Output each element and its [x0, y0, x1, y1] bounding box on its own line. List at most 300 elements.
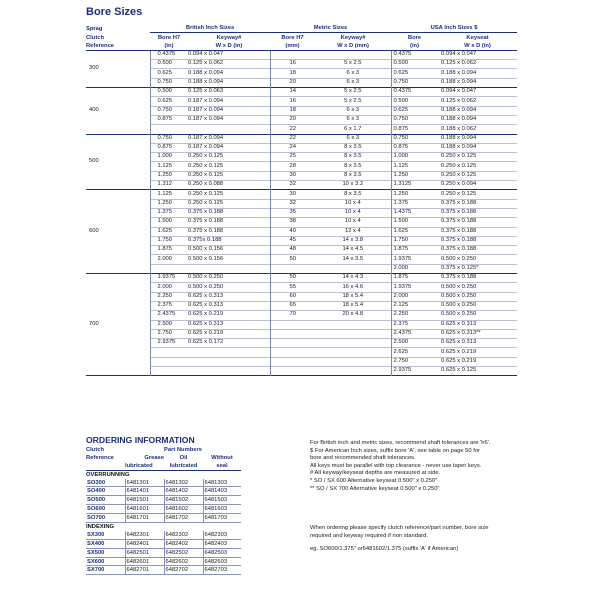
bore-cell — [270, 264, 315, 273]
bore-cell: 1.9375 — [150, 274, 188, 283]
bore-cell: 5 x 2.5 — [344, 97, 362, 104]
bore-cell: 14 x 4.5 — [342, 246, 364, 253]
bore-cell: 18 — [270, 69, 315, 78]
bore-cell — [270, 50, 315, 59]
bore-cell: 1.625 — [391, 227, 438, 236]
bore-row — [86, 301, 517, 310]
bore-row — [86, 69, 517, 78]
bore-cell: 1.000 — [150, 153, 188, 162]
clutch-reference: 400 — [89, 106, 99, 113]
bore-cell: 0.500 x 0.250 — [188, 274, 224, 281]
bore-cell — [188, 348, 270, 357]
bore-cell: 0.188 x 0.094 — [188, 69, 224, 76]
clutch-code: SO500 — [87, 497, 106, 504]
bore-cell — [150, 357, 188, 366]
bore-row — [86, 366, 517, 375]
bore-row — [86, 153, 517, 162]
usa-bore-header: Bore — [407, 34, 422, 41]
bore-cell: 60 — [270, 292, 315, 301]
bore-cell: 20 — [270, 78, 315, 87]
note-line: * SO / SX 600 Alternative keyseat 0.500" x 0.250" — [310, 477, 438, 484]
bore-cell: 8 x 3.5 — [344, 172, 362, 178]
bore-cell: 2.375 — [150, 301, 188, 310]
bore-row — [86, 218, 517, 227]
bore-sizes-table — [86, 24, 517, 376]
bore-row — [86, 199, 517, 208]
british-bore-header: Bore H7 — [157, 34, 181, 41]
bore-cell: 6 x 3 — [346, 79, 360, 86]
bore-cell: 1.750 — [150, 236, 188, 245]
part-number: 6481303 — [203, 479, 241, 487]
bore-cell: 16 — [270, 97, 315, 106]
bore-cell: 14 x 3.5 — [342, 255, 364, 262]
bore-cell — [188, 125, 270, 134]
reference-header: Reference — [86, 42, 150, 51]
bore-cell: 0.188 x 0.094 — [188, 79, 224, 86]
bore-cell: 0.250 x 0.125 — [188, 190, 224, 197]
bore-cell: 2.750 — [391, 357, 438, 366]
ordering-table — [86, 446, 241, 575]
part-number: 6481403 — [203, 487, 241, 496]
part-number: 6482301 — [125, 531, 164, 539]
bore-row — [86, 171, 517, 180]
bore-cell: 0.500 x 0.250 — [441, 255, 477, 262]
bore-cell: 28 — [270, 162, 315, 171]
part-number: 6482601 — [125, 557, 164, 566]
bore-cell: 0.875 — [391, 143, 438, 152]
ordering-row — [86, 479, 241, 487]
bore-cell: 0.250 x 0.125 — [441, 162, 477, 169]
part-number: 6481501 — [125, 496, 164, 505]
bore-cell: 2.625 — [391, 348, 438, 357]
bore-cell: 30 — [270, 190, 315, 199]
bore-cell: 2.4375 — [391, 329, 438, 338]
clutch-code: SX700 — [87, 567, 105, 574]
bore-cell: 38 — [270, 218, 315, 227]
bore-row — [86, 97, 517, 106]
without-header: Without — [211, 455, 233, 462]
bore-cell: 0.750 — [391, 115, 438, 124]
bore-cell: 0.500 — [150, 60, 188, 69]
bore-cell: 0.500 x 0.250 — [441, 292, 477, 299]
order-note-line: required and keyway required if non standard. — [310, 532, 428, 539]
bore-cell: 0.188 x 0.062 — [441, 125, 477, 132]
clutch-reference: 600 — [89, 227, 99, 234]
bore-cell — [315, 366, 391, 375]
bore-cell — [315, 357, 391, 366]
bore-cell: 0.188 x 0.094 — [441, 69, 477, 76]
bore-cell: 0.500 x 0.250 — [441, 302, 477, 309]
bore-row — [86, 339, 517, 348]
clutch-code: SX600 — [87, 558, 105, 565]
bore-cell: 2.750 — [150, 329, 188, 338]
bore-cell: 0.375 x 0.188 — [441, 274, 477, 281]
bore-cell: 8 x 3.5 — [344, 162, 362, 169]
bore-cell: 0.500 x 0.156 — [188, 255, 224, 262]
bore-cell: 20 x 4.8 — [342, 311, 364, 318]
bore-cell: 50 — [270, 274, 315, 283]
bore-cell: 1.250 — [150, 199, 188, 208]
bore-cell: 6 x 1.7 — [344, 125, 362, 132]
part-number: 6482302 — [164, 531, 203, 539]
metric-keyway-unit: W x D (mm) — [315, 42, 391, 51]
bore-cell: 2.4375 — [150, 311, 188, 320]
bore-cell: 0.4375 — [391, 50, 438, 59]
part-number: 6482403 — [203, 539, 241, 548]
bore-cell: 0.750 — [391, 134, 438, 143]
bore-cell: 0.250 x 0.125 — [188, 172, 224, 178]
bore-cell: 0.500 x 0.250 — [441, 283, 477, 290]
bore-sizes-body — [86, 50, 517, 375]
bore-cell — [315, 339, 391, 348]
clutch-reference: 500 — [89, 158, 99, 165]
bore-cell: 8 x 3.5 — [344, 190, 362, 197]
bore-cell: 48 — [270, 246, 315, 255]
bore-cell: 0.625 x 0.313 — [188, 320, 224, 327]
bore-cell: 5 x 2.5 — [344, 60, 362, 67]
bore-cell: 0.094 x 0.047 — [188, 51, 224, 58]
bore-cell: 0.875 — [391, 125, 438, 134]
bore-cell: 0.500 — [150, 88, 188, 97]
bore-cell: 1.250 — [150, 171, 188, 180]
part-number: 6482701 — [125, 566, 164, 575]
part-number: 6481502 — [164, 496, 203, 505]
bore-cell: 32 — [270, 199, 315, 208]
bore-cell: 0.625 x 0.219 — [441, 348, 477, 355]
bore-cell: 0.625 x 0.219 — [188, 311, 224, 318]
bore-cell: 0.375 x 0.188 — [441, 237, 477, 244]
bore-row — [86, 88, 517, 97]
bore-cell: 2.000 — [391, 264, 438, 273]
bore-cell: 10 x 3.2 — [342, 181, 364, 188]
clutch-reference: 300 — [89, 65, 99, 72]
bore-cell: 8 x 3.5 — [344, 153, 362, 160]
bore-cell — [150, 264, 188, 273]
bore-row — [86, 181, 517, 190]
bore-cell: 0.250 x 0.125 — [188, 153, 224, 160]
bore-cell: 0.625 x 0.219 — [188, 330, 224, 337]
bore-cell: 0.375 x 0.188 — [188, 227, 224, 234]
bore-cell: 45 — [270, 236, 315, 245]
bore-row — [86, 264, 517, 273]
bore-cell: 18 — [270, 106, 315, 115]
oil-header: Oil — [179, 455, 188, 462]
bore-cell: 25 — [270, 153, 315, 162]
bore-cell: 1.625 — [150, 227, 188, 236]
bore-cell: 0.188 x 0.094 — [441, 144, 477, 151]
bore-cell: 0.375 x 0.188 — [188, 218, 224, 225]
bore-cell: 2.000 — [391, 292, 438, 301]
ordering-section-label: OVERRUNNING — [86, 471, 130, 478]
bore-cell: 1.875 — [391, 274, 438, 283]
bore-cell: 10 x 4 — [344, 199, 361, 206]
bore-cell — [315, 264, 391, 273]
bore-cell: 1.4375 — [391, 208, 438, 217]
bore-cell — [315, 329, 391, 338]
bore-cell: 0.125 x 0.062 — [441, 60, 477, 67]
part-numbers-header: Part Numbers — [163, 447, 202, 454]
bore-cell: 18 x 5.4 — [342, 292, 364, 299]
part-number: 6481701 — [125, 514, 164, 523]
ordering-row — [86, 539, 241, 548]
bore-cell: 0.125 x 0.062 — [441, 97, 477, 104]
without-sub-header: seal — [216, 463, 228, 470]
order-note-line: When ordering please specify clutch reference/part number, bore size — [310, 525, 489, 532]
bore-row — [86, 143, 517, 152]
bore-cell: 50 — [270, 255, 315, 264]
metric-bore-unit: (mm) — [270, 42, 315, 51]
bore-row — [86, 134, 517, 143]
bore-cell: 0.625 x 0.172 — [188, 339, 224, 346]
bore-cell: 0.750 — [391, 78, 438, 87]
bore-cell: 1.3125 — [391, 181, 438, 190]
bore-cell: 0.625 x 0.313 — [188, 292, 224, 299]
ordering-row — [86, 514, 241, 523]
part-number: 6481301 — [125, 479, 164, 487]
bore-cell: 0.500 — [391, 97, 438, 106]
bore-cell: 14 — [270, 88, 315, 97]
bore-cell: 30 — [270, 171, 315, 180]
bore-cell: 8 x 3.5 — [344, 144, 362, 151]
bore-row — [86, 78, 517, 87]
usa-bore-unit: (in) — [391, 42, 438, 51]
bore-cell: 1.9375 — [391, 283, 438, 292]
bore-cell: 0.375 x 0.188 — [441, 246, 477, 253]
bore-cell: 0.500 x 0.250 — [441, 311, 477, 318]
bore-cell: 12 x 4 — [344, 227, 361, 234]
note-line: # All keyway/keyseat depths are measured at side. — [310, 470, 441, 477]
bore-cell: 0.625 x 0.313** — [441, 330, 481, 337]
bore-row — [86, 320, 517, 329]
bore-cell: 2.000 — [150, 283, 188, 292]
bore-cell: 0.250 x 0.125 — [441, 153, 477, 160]
part-number: 6482502 — [164, 548, 203, 557]
bore-cell — [270, 339, 315, 348]
bore-cell: 0.750 — [150, 78, 188, 87]
oil-sub-header: lubricated — [169, 463, 198, 470]
bore-row — [86, 208, 517, 217]
ordering-row — [86, 531, 241, 539]
note-line: ** SO / SX 700 Alternative keyseat 0.500" x 0.250" — [310, 485, 440, 492]
part-number: 6481302 — [164, 479, 203, 487]
bore-cell: 0.375 x 0.188 — [441, 209, 477, 216]
bore-cell: 2.125 — [391, 301, 438, 310]
ordering-row — [86, 505, 241, 514]
note-line: For British inch and metric sizes, recommend shaft tolerances are 'h6'. — [310, 440, 491, 446]
bore-cell: 10 x 4 — [344, 209, 361, 216]
clutch-code: SO600 — [87, 506, 106, 513]
bore-cell — [188, 366, 270, 375]
note-line: bore and recommended shaft tolerances. — [310, 455, 416, 462]
bore-cell: 0.375 x 0.188 — [188, 209, 224, 216]
bore-cell — [150, 125, 188, 134]
bore-cell: 0.125 x 0.062 — [188, 60, 224, 67]
bore-cell: 0.875 — [150, 115, 188, 124]
bore-cell: 32 — [270, 181, 315, 190]
bore-row — [86, 329, 517, 338]
bore-cell: 40 — [270, 227, 315, 236]
bore-cell: 1.500 — [391, 218, 438, 227]
bore-cell — [188, 357, 270, 366]
bore-cell: 1.125 — [150, 190, 188, 199]
usa-keyseat-unit: W x D (in) — [438, 42, 517, 51]
part-number: 6482303 — [203, 531, 241, 539]
bore-cell: 65 — [270, 301, 315, 310]
ordering-row — [86, 566, 241, 575]
bore-cell: 0.250 x 0.094 — [441, 181, 477, 188]
bore-row — [86, 227, 517, 236]
bore-cell: 0.500 x 0.250 — [188, 283, 224, 290]
sprag-header: Sprag — [86, 25, 103, 32]
bore-cell: 14 x 3.8 — [342, 237, 364, 244]
part-number: 6482602 — [164, 557, 203, 566]
bore-row — [86, 190, 517, 199]
british-keyway-header: Keyway# — [216, 34, 242, 41]
usa-keyseat-header: Keyseat — [466, 34, 489, 41]
bore-cell: 0.4375 — [150, 50, 188, 59]
bore-cell: 1.375 — [150, 208, 188, 217]
bore-row — [86, 115, 517, 124]
bore-cell: 1.500 — [150, 218, 188, 227]
bore-cell: 0.250 x 0.125 — [188, 162, 224, 169]
bore-cell: 2.250 — [391, 311, 438, 320]
bore-row — [86, 246, 517, 255]
clutch-code: SX400 — [87, 540, 105, 547]
bore-row — [86, 292, 517, 301]
part-number: 6482503 — [203, 548, 241, 557]
bore-cell: 5 x 2.5 — [344, 88, 362, 95]
bore-cell: 1.9375 — [391, 255, 438, 264]
bore-row — [86, 50, 517, 59]
bore-cell — [188, 264, 270, 273]
ordering-row — [86, 548, 241, 557]
clutch-col-header: Clutch — [86, 447, 105, 454]
bore-cell: 0.250 x 0.088 — [188, 181, 224, 188]
ordering-section-label: INDEXING — [86, 523, 115, 530]
bore-cell — [270, 357, 315, 366]
bore-cell: 1.375 — [391, 199, 438, 208]
bore-row — [86, 125, 517, 134]
part-number: 6481402 — [164, 487, 203, 496]
bore-row — [86, 236, 517, 245]
bore-cell: 1.750 — [391, 236, 438, 245]
bore-cell — [315, 348, 391, 357]
bore-cell: 6 x 3 — [346, 134, 360, 141]
bore-cell: 0.188 x 0.094 — [441, 134, 477, 141]
bore-cell: 55 — [270, 283, 315, 292]
bore-cell: 0.625 x 0.125 — [441, 367, 477, 374]
bore-cell: 24 — [270, 143, 315, 152]
bore-row — [86, 311, 517, 320]
bore-cell: 1.125 — [391, 162, 438, 171]
british-header: British Inch Sizes — [150, 24, 270, 33]
bore-row — [86, 106, 517, 115]
british-keyway-unit: W x D (in) — [188, 42, 270, 51]
bore-cell: 22 — [270, 134, 315, 143]
bore-cell — [270, 348, 315, 357]
bore-cell: 2.000 — [150, 255, 188, 264]
bore-cell: 0.375 x 0.188 — [441, 227, 477, 234]
bore-row — [86, 357, 517, 366]
usa-header: USA Inch Sizes $ — [391, 24, 517, 33]
bore-cell: 1.250 — [391, 190, 438, 199]
clutch-reference: 700 — [89, 320, 99, 327]
bore-cell — [270, 320, 315, 329]
bore-cell: 2.9375 — [391, 366, 438, 375]
bore-cell — [150, 366, 188, 375]
bore-cell: 0.125 x 0.063 — [188, 88, 224, 95]
bore-cell: 1.000 — [391, 153, 438, 162]
part-number: 6481603 — [203, 505, 241, 514]
bore-cell: 0.500 x 0.156 — [188, 246, 224, 253]
bore-cell: 0.750 — [150, 134, 188, 143]
bore-cell: 16 — [270, 60, 315, 69]
bore-cell — [315, 50, 391, 59]
bore-cell — [315, 320, 391, 329]
bore-cell: 18 x 5.4 — [342, 302, 364, 309]
bore-cell: 10 x 4 — [344, 218, 361, 225]
bore-cell: 1.250 — [391, 171, 438, 180]
part-number: 6482401 — [125, 539, 164, 548]
bore-row — [86, 60, 517, 69]
clutch-code: SO400 — [87, 488, 106, 495]
bore-cell: 0.250 x 0.125 — [188, 199, 224, 206]
bore-cell: 0.625 x 0.313 — [441, 320, 477, 327]
bore-cell — [270, 366, 315, 375]
bore-cell: 0.625 — [391, 69, 438, 78]
bore-cell: 0.187 x 0.094 — [188, 106, 224, 113]
bore-cell: 1.125 — [150, 162, 188, 171]
ordering-body — [86, 470, 241, 575]
order-example: eg. SO600/1.375" or6481602/1.375 (suffix 'A' if American) — [310, 546, 459, 553]
bore-cell: 2.250 — [150, 292, 188, 301]
bore-row — [86, 283, 517, 292]
bore-cell: 0.094 x 0.047 — [441, 51, 477, 58]
bore-cell: 16 x 4.6 — [342, 283, 364, 290]
bore-cell: 0.625 x 0.219 — [441, 357, 477, 364]
ordering-row — [86, 487, 241, 496]
part-number: 6482603 — [203, 557, 241, 566]
bore-cell: 0.375 x 0.188 — [441, 199, 477, 206]
bore-cell: 6 x 3 — [346, 116, 360, 123]
bore-cell: 35 — [270, 208, 315, 217]
bore-cell: 0.750 — [150, 106, 188, 115]
clutch-header: Clutch — [86, 34, 105, 41]
grease-header: Grease — [144, 455, 164, 462]
part-number: 6481601 — [125, 505, 164, 514]
clutch-code: SX300 — [87, 531, 105, 538]
clutch-code: SX500 — [87, 549, 105, 556]
bore-cell: 1.875 — [391, 246, 438, 255]
bore-cell: 2.9375 — [150, 339, 188, 348]
bore-cell: 0.188 x 0.094 — [441, 79, 477, 86]
bore-cell: 0.625 — [150, 69, 188, 78]
bore-cell — [270, 329, 315, 338]
bore-cell: 6 x 3 — [346, 106, 360, 113]
bore-cell: 1.312 — [150, 181, 188, 190]
bore-cell: 22 — [270, 125, 315, 134]
bore-cell: 0.250 x 0.125 — [441, 172, 477, 178]
ordering-row — [86, 496, 241, 505]
reference-col-header: Reference — [86, 455, 115, 462]
bore-cell: 1.875 — [150, 246, 188, 255]
part-number: 6481703 — [203, 514, 241, 523]
part-number: 6481702 — [164, 514, 203, 523]
part-number: 6481602 — [164, 505, 203, 514]
bore-cell: 6 x 3 — [346, 69, 360, 76]
metric-keyway-header: Keyway# — [340, 34, 366, 41]
bore-cell: 2.500 — [150, 320, 188, 329]
